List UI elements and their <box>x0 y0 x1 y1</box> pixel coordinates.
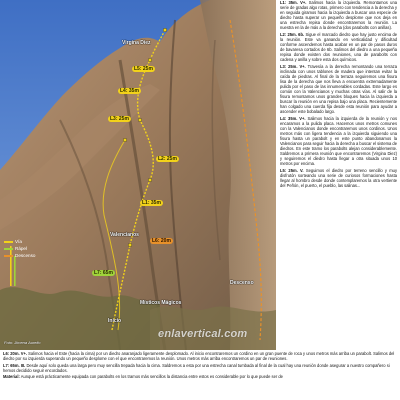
pitch-2-description: L2: 25m. 6b. Sigue el marcado diedro que hay justo encima de la reunión. Este va ganando en verticalidad y dificultad conforme ascendemos hasta acabar en un par de pasos duros de bavaresa cortados de 6b. Salimos del diedro a una pequeña repisa donde existen dos reuniones, una de parabolts con cadena y anilla y sobre esta dos químicos. <box>280 31 398 63</box>
material-description: Material: Aunque está prácticamente equipada con parabolts en los tramos más sencillos la distancia entre estos es considerable por lo que puede ser de <box>3 374 283 380</box>
site-watermark: enlavertical.com <box>158 328 248 340</box>
label-magicos: Místicos Mágicos <box>140 300 182 306</box>
legend-rappel: Rápel <box>4 245 35 252</box>
photo-credit: Foto: Jimena Aurelio <box>4 340 41 345</box>
pitch-label-l3: L3: 25m <box>110 116 129 122</box>
pitch-1-description: L1: 35m. V+. Salimos hacia la izquierda. Remontamos una serie de gradas algo rotas, primero con tendencia a la derecha y en seguida giramos hacia la izquierda a buscar una especie de diedro hasta superar un pequeño desplome que nos deja en una estrecha repisa donde encontraremos la reunión. La nuestra en la de más a la derecha (dos parabolts con anillas). <box>280 0 397 31</box>
pitch-3-description: L3: 25m. V+. Travesía a la derecha remontando una terraza inclinada con unos tablones de madera que intentan evitar la caída de piedras. Al final de la terraza seguiremos una fisura lisa de la derecha que nos lleva a encuentra extremadamente pulida por el paso de las innumerables cordadas. Este largo es común con la Valencianos y muchas otras vías. Al salir de la fisura remontamos unos grandes bloques hacia la izquierda a buscar la reunión en una repisa bajo una placa. Recientemente han colgado una cuerda fija desde esta reunión para ayudar a ascender este bobalado largo. <box>280 63 397 115</box>
pitch-5-description: L5: 25m. V. Seguimos el diedro por terreno sencillo y muy disfrutón sorteando una serie de curiosos formaciones hasta llegar al hombro desde donde contemplaremos la otra vertiente del Peñón, el puerto, el pueblo, las salinas... <box>280 167 397 189</box>
route-legend <box>4 238 35 259</box>
pitch-6-description: L6: 20m. V+. Salimos hacia el Este (hacia la cima) por un diedro anaranjado ligeramente desplomado. Al inicio encontraremos un cordino en un gran puente de roca y unos metros más arriba un parabolt. Salimos del diedro por su izquierda superando un pequeño desplome con el que encontraremos la reunión. Unos metros más arriba encontraremos un par de reuniones. <box>3 351 395 362</box>
pitch-label-l5: L5: 25m <box>134 66 153 72</box>
pitch-label-l2: L2: 25m <box>158 156 177 162</box>
pitch-7-description: L7: 65m. III. Desde aquí solo queda una larga pero muy sencilla trepada hacia la cima. Saldremos a esta por una estrecha canal tumbada al final de la cual hay una reunión donde asegurar a nuestro compañero si hemos decidido seguir encordados. <box>3 362 390 373</box>
pitch-4-description: L4: 35m. V+. Salimos hacia la izquierda de la reunión y nos encaramos a la pulida placa. Hacemos unos metros comunes con la Valencianos donde encontraremos unos cordinos. Unos metros más con ligera tendencia a la izquierda siguiendo una fisura hasta un parabolt y en este punto abandonamos la Valencianos para seguir hacia la derecha a buscar el sistema de diedros. En este tramo los parabolts alejan considerablemente. Saldremos a primera reunión que encontraremos (Virgina Diez) y seguiremos el diedro hasta llegar a otra situada unos 10 metros por encima. <box>280 115 397 167</box>
pitch-label-l7: L7: 65m <box>94 270 113 276</box>
bottom-descriptions <box>0 350 400 400</box>
pitch-label-l1: L1: 35m <box>142 200 161 206</box>
pitch-label-l6: L6: 20m <box>152 238 171 244</box>
legend-descent: Descenso <box>4 252 35 259</box>
label-start: Inicio <box>108 318 122 324</box>
label-valencianos: Valencianos <box>110 232 139 238</box>
legend-route: Vía <box>4 238 35 245</box>
label-virgina-diez: Virgina Diez <box>122 40 151 46</box>
label-descent: Descenso <box>230 280 254 286</box>
pitch-descriptions <box>276 0 400 350</box>
pitch-label-l4: L4: 35m <box>120 88 139 94</box>
